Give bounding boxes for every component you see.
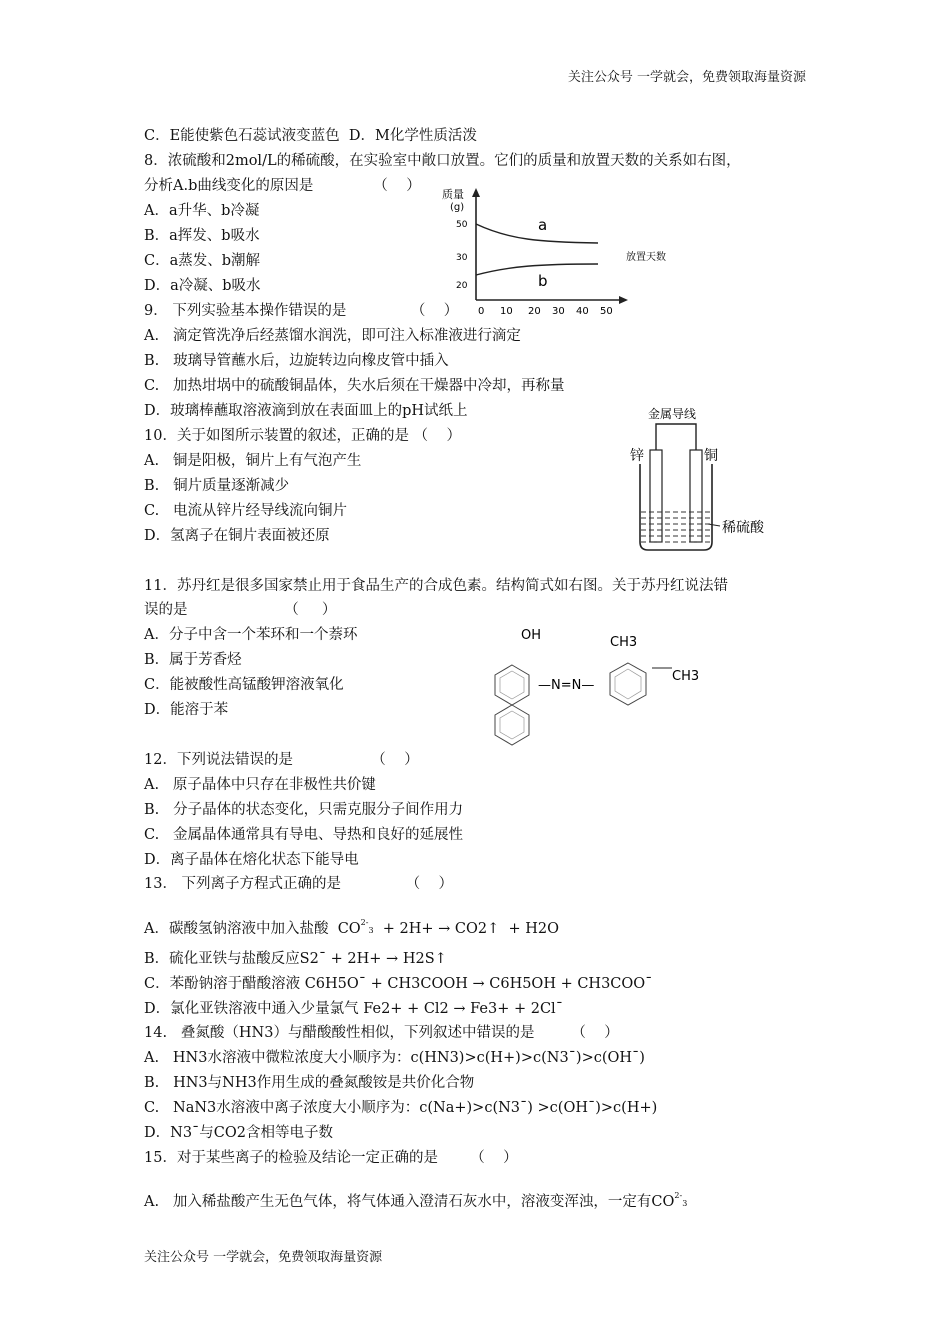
curve-a-label: a — [538, 216, 548, 234]
text-line: 10．关于如图所示装置的叙述，正确的是 （ ） — [144, 428, 461, 444]
page-footer: 关注公众号 一学就会，免费领取海量资源 — [144, 1250, 383, 1265]
text-line: D．玻璃棒蘸取溶液滴到放在表面皿上的pH试纸上 — [144, 403, 468, 419]
text-line: D．N3¯与CO2含相等电子数 — [144, 1125, 333, 1141]
text-line: C. 金属晶体通常具有导电、导热和良好的延展性 — [144, 827, 464, 843]
text-line: C．能被酸性高锰酸钾溶液氧化 — [144, 677, 344, 693]
text-line: B．硫化亚铁与盐酸反应S2¯ + 2H+ → H2S↑ — [144, 951, 447, 967]
methyl-group-label: CH3 — [672, 669, 700, 684]
text-line: D．能溶于苯 — [144, 702, 229, 718]
y-axis-unit: (g) — [450, 202, 465, 213]
methyl-group-label: CH3 — [610, 635, 638, 650]
x-tick-label: 10 — [500, 306, 513, 317]
text-line: D．离子晶体在熔化状态下能导电 — [144, 852, 359, 868]
equation-line: A．碳酸氢钠溶液中加入盐酸 $CO^{2-}3 + 2H+$ → CO2↑ + H2O — [144, 918, 560, 937]
text-line: C．苯酚钠溶于醋酸溶液 C6H5O¯ + CH3COOH → C6H5OH + CH3COO¯ — [144, 976, 653, 992]
text-line: A. 滴定管洗净后经蒸馏水润洗，即可注入标准液进行滴定 — [144, 328, 521, 344]
text-line: 11．苏丹红是很多国家禁止用于食品生产的合成色素。结构简式如右图。关于苏丹红说法错 — [144, 578, 728, 594]
text-line: 8．浓硫酸和2mol/L的稀硫酸，在实验室中敞口放置。它们的质量和放置天数的关系如右图， — [144, 153, 741, 169]
text-line: C. 电流从锌片经导线流向铜片 — [144, 503, 348, 519]
x-tick-label: 30 — [552, 306, 565, 317]
text-line: B．a挥发、b吸水 — [144, 228, 260, 244]
text-line: 13． 下列离子方程式正确的是 （ ） — [144, 876, 454, 892]
text-line: A．a升华、b冷凝 — [144, 203, 260, 219]
text-line: 14. 叠氮酸（HN3）与醋酸酸性相似，下列叙述中错误的是 （ ） — [144, 1025, 619, 1041]
x-tick-label: 50 — [600, 306, 613, 317]
equation-line: A. 加入稀盐酸产生无色气体，将气体通入澄清石灰水中，溶液变浑浊，一定有$CO^{2-}3$ — [144, 1191, 688, 1210]
y-tick-label: 30 — [456, 253, 468, 263]
text-line: B. 铜片质量逐渐减少 — [144, 478, 290, 494]
text-line: D．a冷凝、b吸水 — [144, 278, 261, 294]
azo-group-label: —N=N— — [538, 678, 595, 693]
text-line: 12．下列说法错误的是 （ ） — [144, 752, 419, 768]
text-line: 误的是 （ ） — [144, 602, 337, 618]
x-tick-label: 40 — [576, 306, 589, 317]
text-line: A. 原子晶体中只存在非极性共价键 — [144, 777, 376, 793]
copper-label: 铜 — [704, 448, 718, 464]
x-tick-label: 20 — [528, 306, 541, 317]
text-line: B. HN3与NH3作用生成的叠氮酸铵是共价化合物 — [144, 1075, 475, 1091]
text-line: A. HN3水溶液中微粒浓度大小顺序为：c(HN3)>c(H+)>c(N3¯)>c(OH¯) — [144, 1050, 645, 1066]
text-line: D．氯化亚铁溶液中通入少量氯气 Fe2+ + Cl2 → Fe3+ + 2Cl¯ — [144, 1001, 563, 1017]
sudan-red-structure — [484, 622, 714, 752]
text-line: C．E能使紫色石蕊试液变蓝色 D．M化学性质活泼 — [144, 128, 477, 144]
galvanic-cell-diagram — [600, 402, 800, 554]
x-axis-label: 放置天数 — [626, 252, 666, 263]
text-line: A．分子中含一个苯环和一个萘环 — [144, 627, 358, 643]
y-axis-label: 质量 — [442, 188, 464, 201]
mass-vs-days-graph — [440, 182, 690, 322]
text-line: C．a蒸发、b潮解 — [144, 253, 261, 269]
text-line: 15．对于某些离子的检验及结论一定正确的是 （ ） — [144, 1150, 518, 1166]
oh-group-label: OH — [521, 628, 542, 643]
zinc-label: 锌 — [630, 448, 644, 464]
y-tick-label: 50 — [456, 220, 468, 230]
page-header: 关注公众号 一学就会，免费领取海量资源 — [567, 70, 806, 85]
text-line: C. 加热坩埚中的硫酸铜晶体，失水后须在干燥器中冷却，再称量 — [144, 378, 565, 394]
text-line: B．属于芳香烃 — [144, 652, 242, 668]
wire-label: 金属导线 — [648, 407, 697, 421]
text-line: C. NaN3水溶液中离子浓度大小顺序为：c(Na+)>c(N3¯) >c(OH¯)>c(H+) — [144, 1100, 658, 1116]
text-line: B. 玻璃导管蘸水后，边旋转边向橡皮管中插入 — [144, 353, 449, 369]
text-line: B. 分子晶体的状态变化，只需克服分子间作用力 — [144, 802, 464, 818]
y-tick-label: 20 — [456, 281, 468, 291]
curve-b-label: b — [538, 272, 548, 290]
x-tick-label: 0 — [478, 306, 485, 317]
text-line: A. 铜是阳极，铜片上有气泡产生 — [144, 453, 362, 469]
text-line: 分析A.b曲线变化的原因是 （ ） — [144, 178, 421, 194]
acid-label: 稀硫酸 — [722, 520, 764, 536]
text-line: D．氢离子在铜片表面被还原 — [144, 528, 330, 544]
text-line: 9． 下列实验基本操作错误的是 （ ） — [144, 303, 459, 319]
